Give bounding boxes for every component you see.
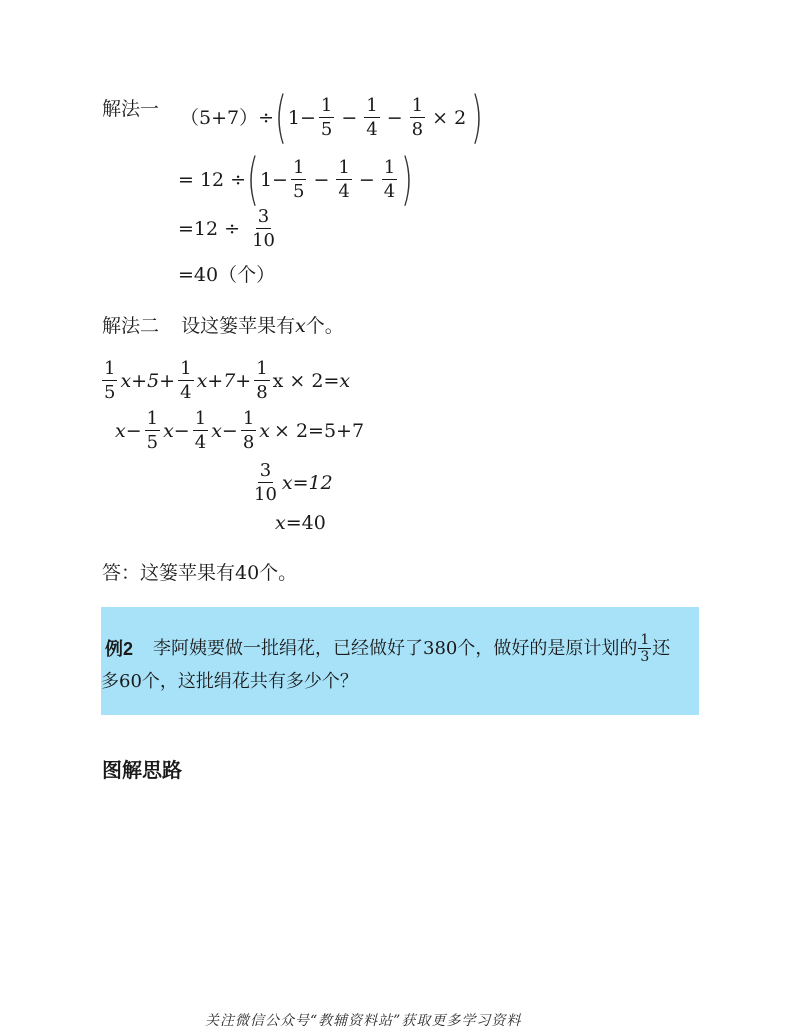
minus: −: [313, 168, 330, 191]
minus: −: [341, 106, 358, 129]
example2-line1: [105, 633, 670, 664]
fraction: $\frac{1}{4}$: [338, 157, 350, 202]
times-two: × 2: [432, 106, 467, 129]
right-paren: ): [471, 85, 484, 150]
term: x: [339, 369, 351, 392]
footer-watermark: 关注微信公众号“教辅资料站”获取更多学习资料: [205, 1013, 522, 1029]
fraction: $\frac{1}{5}$: [292, 157, 305, 202]
solution1-line2: [178, 147, 414, 212]
solution1-label: 解法一: [102, 98, 160, 120]
fraction: $\frac{3}{10}$: [252, 206, 275, 251]
left-paren: (: [274, 85, 287, 150]
term: x+5+: [120, 369, 176, 392]
equation-1: [99, 360, 350, 402]
fraction: $\frac{1}{4}$: [194, 408, 207, 453]
term: =40: [285, 512, 326, 534]
fraction: $\frac{1}{5}$: [104, 358, 116, 403]
term: x=12: [281, 471, 333, 494]
fraction: $\frac{1}{5}$: [320, 95, 333, 140]
example2-box: [101, 607, 699, 715]
solution2-unit: 个。: [305, 315, 344, 337]
equation-3: [249, 462, 333, 504]
solution1-line3: [178, 208, 280, 250]
section-title: 图解思路: [102, 758, 182, 782]
fraction: $\frac{1}{4}$: [180, 358, 192, 403]
fraction: $\frac{1}{4}$: [366, 95, 378, 140]
expr-one: 1−: [259, 168, 288, 191]
term: x−: [211, 419, 238, 442]
variable-x: x: [295, 315, 306, 337]
fraction: $\frac{1}{8}$: [242, 408, 255, 453]
term: x: [259, 419, 270, 442]
example2-line2: 多60个，这批绢花共有多少个？: [101, 671, 358, 692]
fraction: $\frac{1}{4}$: [383, 157, 396, 202]
term: x: [115, 419, 126, 442]
fraction: $\frac{1}{5}$: [146, 408, 159, 453]
term: x: [275, 512, 286, 534]
minus: −: [125, 419, 142, 442]
term: × 2=5+7: [274, 419, 365, 442]
example2-text-after: 还: [652, 637, 671, 659]
fraction: $\frac{1}{8}$: [411, 95, 424, 140]
example2-text: 李阿姨要做一批绢花，已经做好了380个，做好的是原计划的: [153, 637, 638, 659]
term: x−: [163, 419, 190, 442]
expr-lhs: =12 ÷: [178, 217, 241, 240]
equation-4: [275, 514, 326, 533]
solution2-heading: [102, 317, 344, 336]
minus: −: [386, 106, 403, 129]
fraction: $\frac{1}{3}$: [640, 632, 650, 665]
solution1-line1: [180, 85, 484, 150]
left-paren: (: [247, 147, 260, 212]
equation-2: [115, 410, 364, 452]
expr-lhs: = 12 ÷: [178, 168, 247, 191]
term: x+7+: [196, 369, 252, 392]
solution1-line4: =40（个）: [178, 264, 276, 286]
term: x × 2=: [272, 369, 340, 392]
answer-text: 答：这篓苹果有40个。: [102, 562, 298, 584]
solution2-label: 解法二: [102, 315, 160, 337]
expr-one: 1−: [287, 106, 316, 129]
right-paren: ): [401, 147, 414, 212]
minus: −: [358, 168, 375, 191]
fraction: $\frac{3}{10}$: [254, 460, 277, 505]
fraction: $\frac{1}{8}$: [256, 358, 268, 403]
expr-lhs: （5+7）÷: [180, 106, 275, 129]
example2-label: 例2: [105, 638, 134, 659]
solution2-setup: 设这篓苹果有: [181, 315, 296, 337]
